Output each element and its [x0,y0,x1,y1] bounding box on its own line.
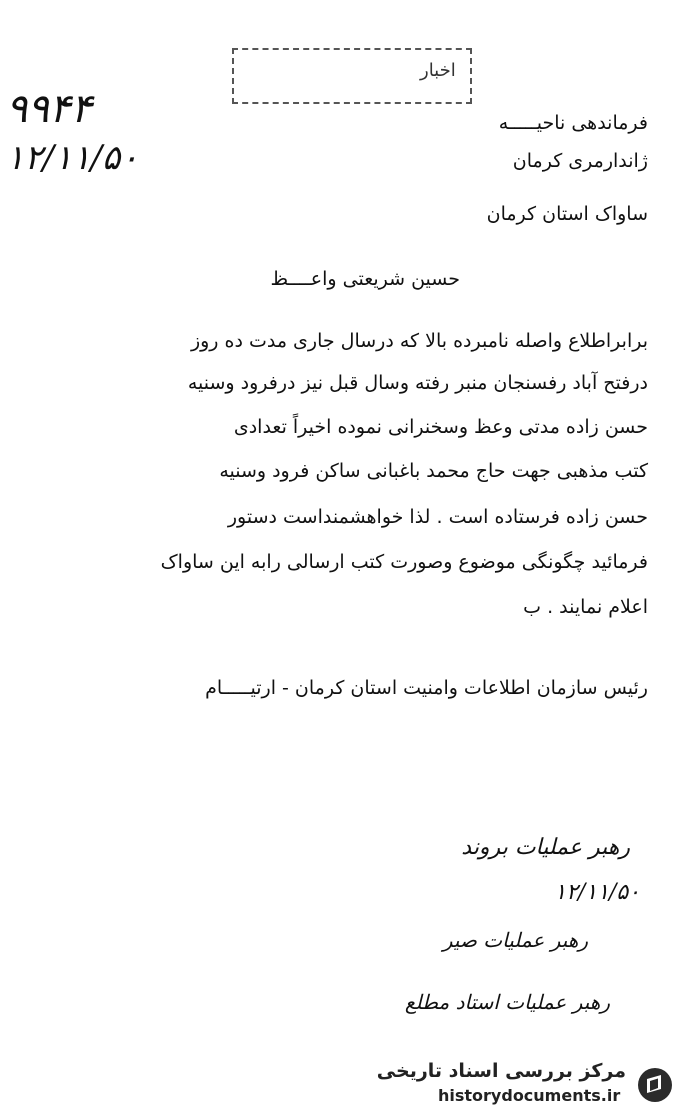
recipient-line-1: فرماندهی ناحیـــــه [498,112,648,134]
handwritten-number: ۹۹۴۴ [6,86,92,132]
handwritten-note: رهبر عملیات صیر [442,928,588,952]
recipient-line-3: ساواک استان کرمان [486,203,648,225]
recipient-line-2: ژاندارمری کرمان [512,150,648,172]
body-line: حسن زاده مدتی وعظ وسخنرانی نموده اخیراً تعدادی [233,416,648,438]
body-line: حسن زاده فرستاده است . لذا خواهشمنداست دستور [227,506,648,528]
archive-logo-icon [636,1066,674,1104]
body-line: اعلام نمایند . ب [523,596,648,618]
signature-line: رئیس سازمان اطلاعات وامنیت استان کرمان - ارتیـــــام [205,677,648,699]
body-line: برابراطلاع واصله نامبرده بالا که درسال جاری مدت ده روز [190,330,648,352]
body-line: کتب مذهبی جهت حاج محمد باغبانی ساکن فرود وسنیه [219,460,648,482]
watermark-url: historydocuments.ir [438,1086,621,1105]
stamp-text: اخبار [420,60,456,81]
handwritten-note: رهبر عملیات بروند [461,835,630,860]
letter-subject: حسین شریعتی واعــــظ [270,268,460,290]
handwritten-date: ۱۲/۱۱/۵۰ [6,138,139,178]
handwritten-note-date: ۱۲/۱۱/۵۰ [554,880,640,905]
body-line: فرمائید چگونگی موضوع وصورت کتب ارسالی رابه این ساواک [160,551,648,573]
handwritten-note: رهبر عملیات استاد مطلع [404,990,610,1014]
body-line: درفتح آباد رفسنجان منبر رفته وسال قبل نیز درفرود وسنیه [187,372,648,394]
watermark-title: مرکز بررسی اسناد تاریخی [376,1060,626,1082]
